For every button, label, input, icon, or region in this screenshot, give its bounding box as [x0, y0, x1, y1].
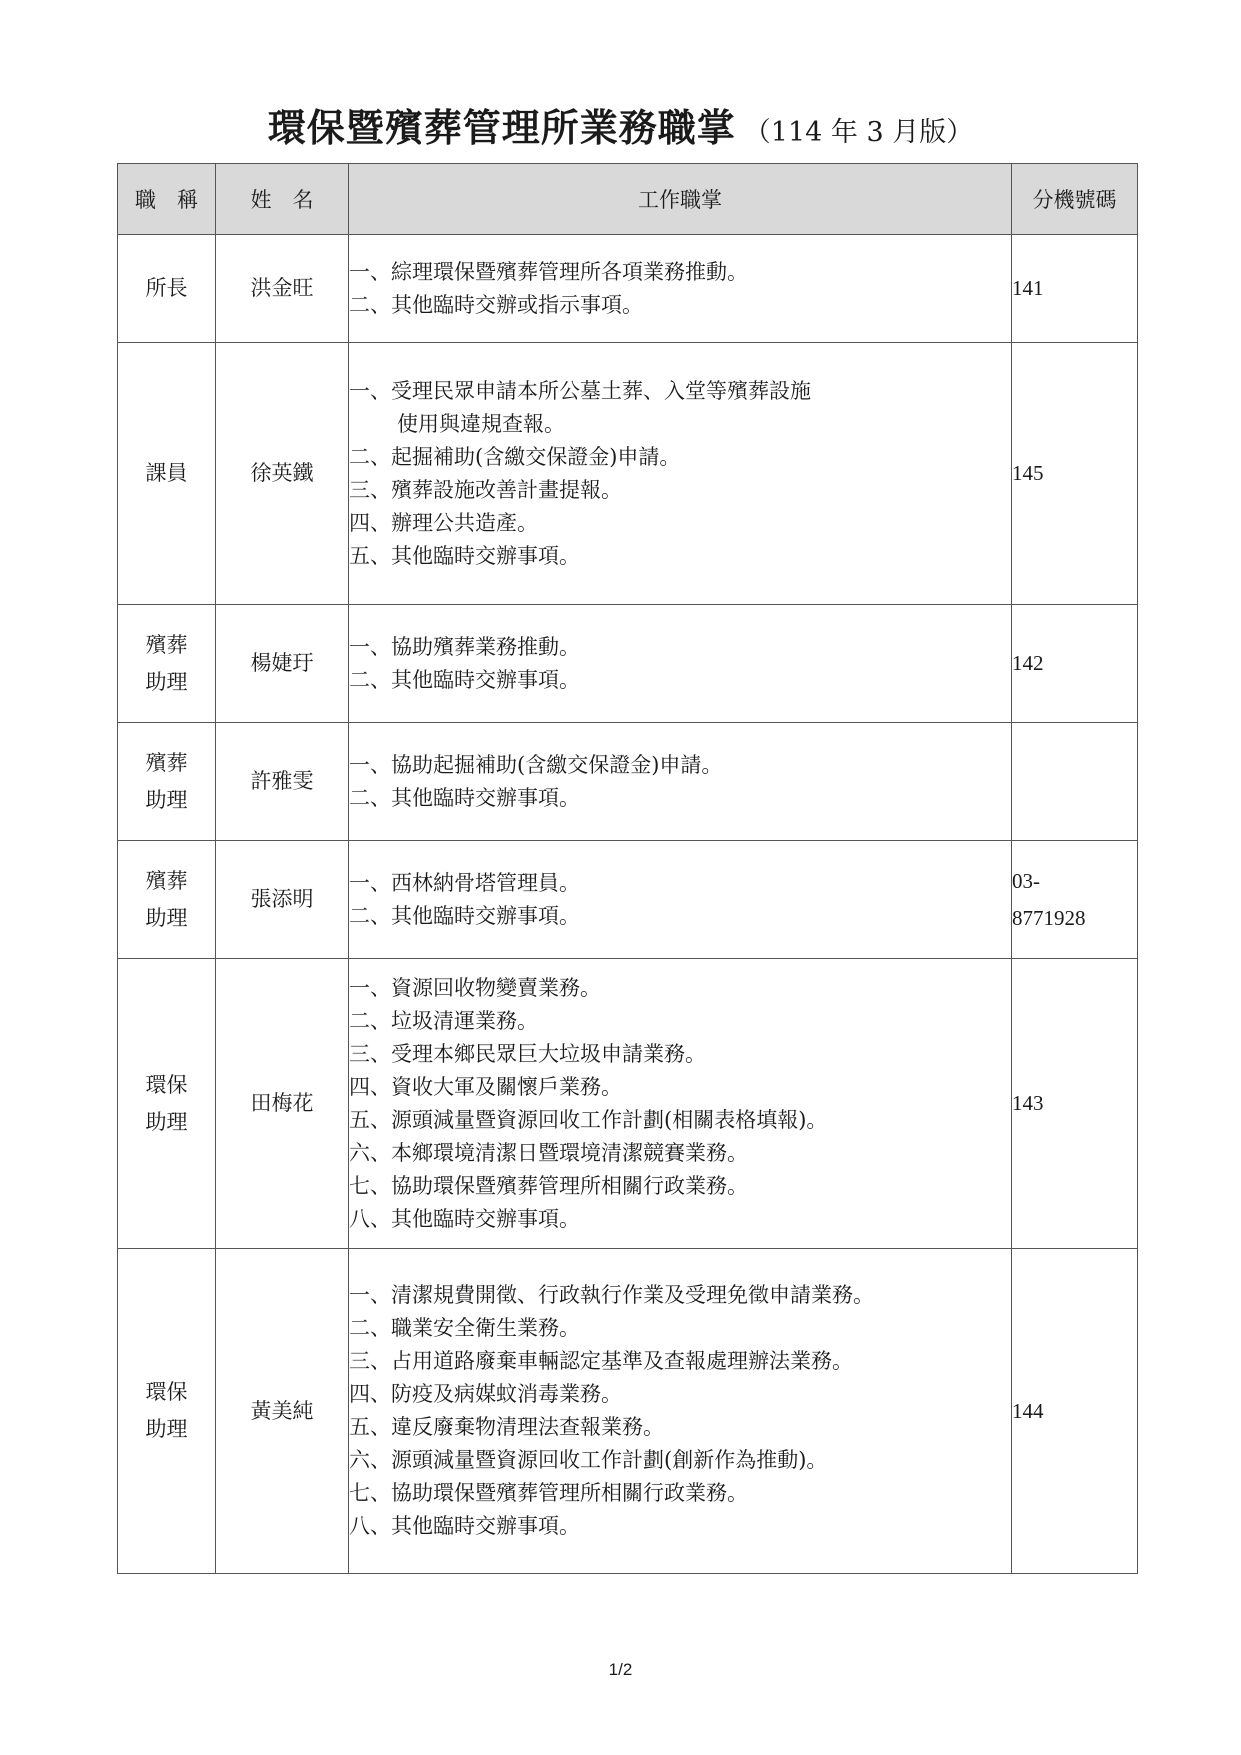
duty-item: 四、辦理公共造產。 — [349, 510, 538, 535]
duty-item: 二、其他臨時交辦事項。 — [349, 785, 580, 810]
duties-cell — [349, 841, 1012, 959]
duty-table — [117, 163, 1138, 1574]
staff-name: 黃美純 — [216, 1249, 349, 1574]
staff-name: 許雅雯 — [216, 723, 349, 841]
duty-item: 四、資收大軍及關懷戶業務。 — [349, 1074, 622, 1099]
duty-item: 四、防疫及病媒蚊消毒業務。 — [349, 1382, 622, 1406]
job-title-cell — [118, 605, 216, 723]
duty-item: 二、起掘補助(含繳交保證金)申請。 — [349, 444, 681, 469]
duty-item: 三、受理本鄉民眾巨大垃圾申請業務。 — [349, 1041, 706, 1066]
duty-item: 二、其他臨時交辦事項。 — [349, 903, 580, 928]
document-title — [0, 100, 1241, 164]
duty-item: 一、西林納骨塔管理員。 — [349, 870, 580, 895]
header-duties: 工作職掌 — [349, 164, 1012, 235]
extension-number: 141 — [1012, 276, 1044, 300]
duty-item: 二、其他臨時交辦或指示事項。 — [349, 292, 643, 317]
extension-cell — [1012, 959, 1138, 1249]
extension-cell — [1012, 723, 1138, 841]
duty-item: 五、其他臨時交辦事項。 — [349, 543, 580, 568]
duty-item: 一、資源回收物變賣業務。 — [349, 975, 601, 1000]
job-title-cell — [118, 723, 216, 841]
job-title-line: 助理 — [145, 1109, 188, 1134]
title-version: （114 年 3 月版） — [743, 117, 974, 148]
duty-item: 三、殯葬設施改善計畫提報。 — [349, 477, 622, 502]
staff-name: 徐英鐵 — [216, 343, 349, 605]
job-title-line: 課員 — [145, 461, 188, 485]
job-title-line: 助理 — [145, 669, 188, 694]
duty-item: 一、受理民眾申請本所公墓土葬、入堂等殯葬設施 — [349, 378, 811, 403]
job-title-cell — [118, 235, 216, 343]
table-header-row — [118, 164, 1138, 235]
extension-number: 145 — [1012, 461, 1044, 485]
duty-item: 七、協助環保暨殯葬管理所相關行政業務。 — [349, 1173, 748, 1198]
duty-item: 六、本鄉環境清潔日暨環境清潔競賽業務。 — [349, 1140, 748, 1165]
extension-number: 03- — [1012, 868, 1040, 893]
duty-item: 一、協助殯葬業務推動。 — [349, 634, 580, 659]
job-title-cell — [118, 343, 216, 605]
table-row — [118, 1249, 1138, 1574]
duty-item: 一、清潔規費開徵、行政執行作業及受理免徵申請業務。 — [349, 1283, 874, 1307]
duty-item: 五、違反廢棄物清理法查報業務。 — [349, 1415, 664, 1439]
duties-cell — [349, 235, 1012, 343]
title-main: 環保暨殯葬管理所業務職掌 — [267, 105, 736, 150]
duties-cell — [349, 1249, 1012, 1574]
duties-cell — [349, 343, 1012, 605]
page-number: 1/2 — [608, 1660, 633, 1679]
extension-cell — [1012, 841, 1138, 959]
extension-cell — [1012, 235, 1138, 343]
table-row — [118, 959, 1138, 1249]
job-title-cell — [118, 841, 216, 959]
table-row — [118, 841, 1138, 959]
extension-cell — [1012, 605, 1138, 723]
job-title-line: 助理 — [145, 787, 188, 812]
duty-item: 五、源頭減量暨資源回收工作計劃(相關表格填報)。 — [349, 1107, 828, 1132]
staff-name: 田梅花 — [216, 959, 349, 1249]
job-title-line: 助理 — [145, 905, 188, 930]
duty-item: 一、協助起掘補助(含繳交保證金)申請。 — [349, 752, 723, 777]
duty-item: 二、其他臨時交辦事項。 — [349, 667, 580, 692]
duty-item: 六、源頭減量暨資源回收工作計劃(創新作為推動)。 — [349, 1448, 828, 1472]
duty-item: 七、協助環保暨殯葬管理所相關行政業務。 — [349, 1481, 748, 1505]
job-title-line: 殯葬 — [145, 750, 188, 775]
table-row — [118, 343, 1138, 605]
header-ext: 分機號碼 — [1012, 164, 1138, 235]
extension-cell — [1012, 1249, 1138, 1574]
table-row — [118, 605, 1138, 723]
extension-number: 144 — [1012, 1398, 1044, 1423]
duty-item: 三、占用道路廢棄車輛認定基準及查報處理辦法業務。 — [349, 1349, 853, 1373]
duty-item: 一、綜理環保暨殯葬管理所各項業務推動。 — [349, 259, 748, 284]
staff-name: 楊婕玗 — [216, 605, 349, 723]
duty-item: 八、其他臨時交辦事項。 — [349, 1514, 580, 1538]
table-row — [118, 723, 1138, 841]
job-title-line: 環保 — [145, 1072, 188, 1097]
staff-name: 張添明 — [216, 841, 349, 959]
table-row — [118, 235, 1138, 343]
extension-number: 142 — [1012, 651, 1044, 675]
header-name: 姓 名 — [216, 164, 349, 235]
job-title-line: 殯葬 — [145, 632, 188, 657]
duties-cell — [349, 723, 1012, 841]
job-title-line: 助理 — [145, 1417, 188, 1441]
duty-item: 二、職業安全衛生業務。 — [349, 1316, 580, 1340]
job-title-cell — [118, 959, 216, 1249]
job-title-cell — [118, 1249, 216, 1574]
header-title: 職 稱 — [118, 164, 216, 235]
extension-number: 8771928 — [1012, 905, 1086, 930]
job-title-line: 所長 — [145, 276, 188, 300]
extension-cell — [1012, 343, 1138, 605]
job-title-line: 環保 — [145, 1380, 188, 1404]
extension-number: 143 — [1012, 1091, 1044, 1115]
duty-item: 八、其他臨時交辦事項。 — [349, 1206, 580, 1231]
duties-cell — [349, 959, 1012, 1249]
duty-item: 二、垃圾清運業務。 — [349, 1008, 538, 1033]
duties-cell — [349, 605, 1012, 723]
duty-item-continued: 使用與違規查報。 — [397, 411, 565, 436]
job-title-line: 殯葬 — [145, 868, 188, 893]
staff-name: 洪金旺 — [216, 235, 349, 343]
